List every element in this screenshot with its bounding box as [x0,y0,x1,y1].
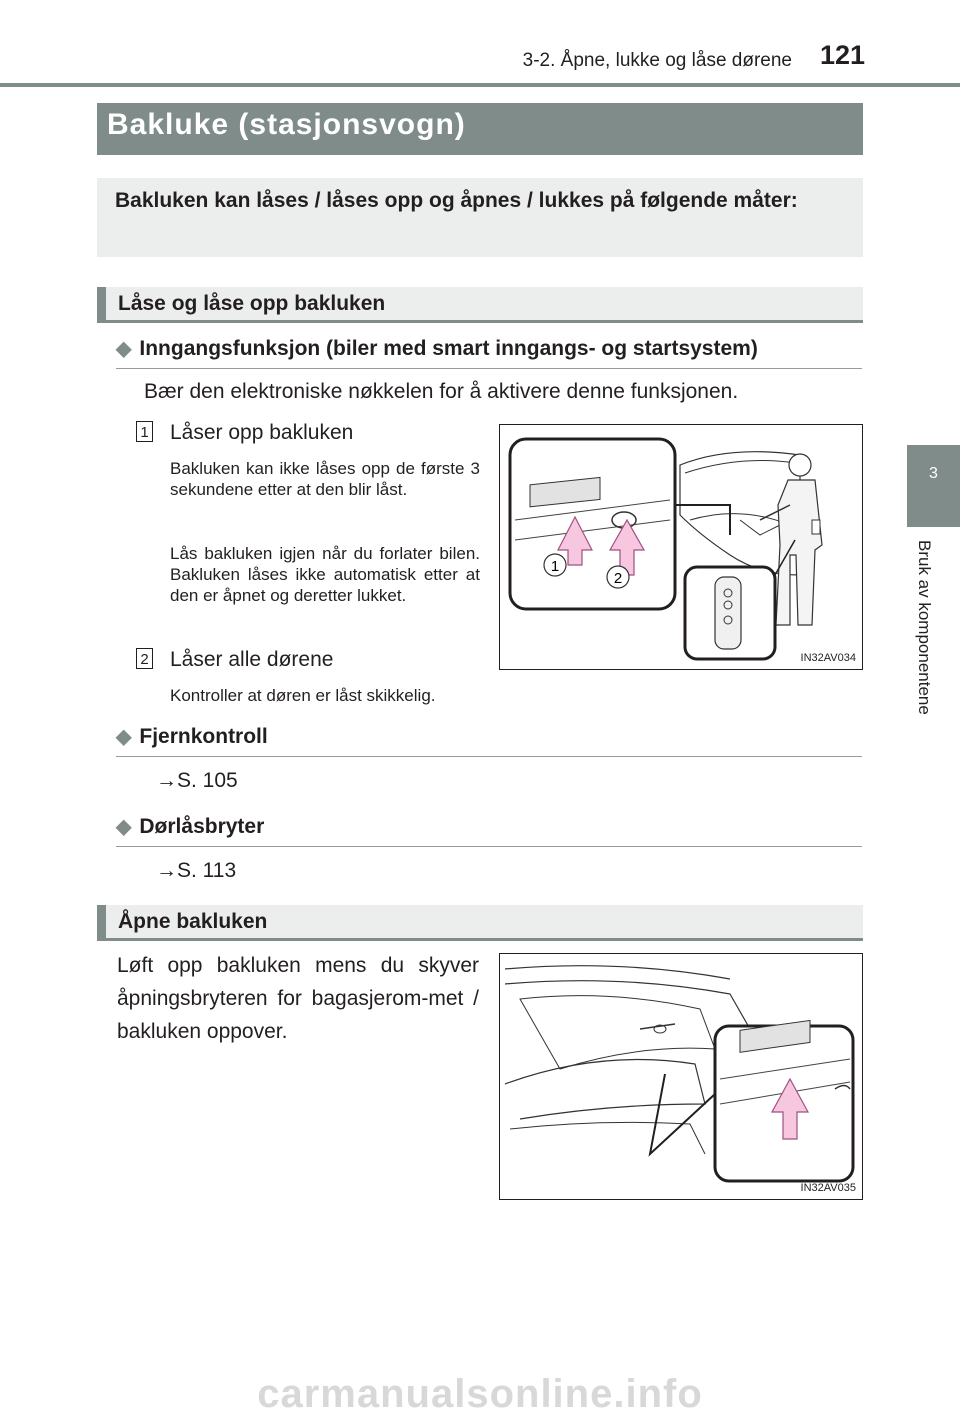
chapter-tab-label: Bruk av komponentene [915,540,934,715]
page-title-bar [97,103,863,155]
subheading-door-switch [116,814,862,847]
header-divider [0,83,960,87]
section-heading-lock-text: Låse og låse opp bakluken [118,292,386,315]
intro-box [97,178,863,257]
section-heading-open [97,905,863,941]
intro-text: Bakluken kan låses / låses opp og åpnes / lukkes på følgende måter: [115,189,798,212]
page-title: Bakluke (stasjonsvogn) [107,108,466,141]
item-1-note-2: Lås bakluken igjen når du forlater bilen. Bakluken låses ikke automatisk etter at den er åpnet og deretter lukket. [170,544,480,605]
chapter-tab-number: 3 [929,465,938,482]
watermark: carmanualsonline.info [257,1372,703,1416]
figure-open-tailgate [499,953,863,1200]
figure-id-1: IN32AV034 [800,652,856,664]
subheading-entry-function-text: Inngangsfunksjon (biler med smart inngangs- og startsystem) [139,337,758,360]
tailgate-illustration [500,954,861,1198]
section-heading-lock [97,287,863,323]
item-number-1: 1 [136,421,153,442]
callout-1: 1 [550,558,560,575]
subheading-remote [116,724,862,757]
remote-reference: →S. 105 [156,769,238,792]
subheading-door-switch-text: Dørlåsbryter [139,815,265,838]
chapter-tab [907,445,960,527]
item-2-label: Låser alle dørene [170,648,334,671]
subheading-remote-text: Fjernkontroll [139,725,268,748]
subheading-entry-function [116,336,862,369]
item-1-note-1: Bakluken kan ikke låses opp de første 3 sekundene etter at den blir låst. [170,459,480,499]
item-2-note: Kontroller at døren er låst skikkelig. [170,686,436,705]
entry-function-description: Bær den elektroniske nøkkelen for å aktivere denne funksjonen. [144,380,739,403]
page-number: 121 [820,40,866,70]
diamond-bullet-icon: ◆ [116,338,132,360]
car-rear-illustration [500,425,861,668]
item-1-label: Låser opp bakluken [170,421,354,444]
diamond-bullet-icon: ◆ [116,726,132,748]
figure-unlock-tailgate [499,424,863,670]
callout-2: 2 [613,570,623,587]
open-instructions: Løft opp bakluken mens du skyver åpningsbryteren for bagasjerom-met / bakluken oppover. [117,954,479,1043]
section-heading-open-text: Åpne bakluken [118,910,268,933]
item-number-2: 2 [136,648,153,669]
chapter-header: 3-2. Åpne, lukke og låse dørene [522,50,792,71]
figure-id-2: IN32AV035 [800,1182,856,1194]
door-switch-reference: →S. 113 [156,859,237,882]
diamond-bullet-icon: ◆ [116,816,132,838]
